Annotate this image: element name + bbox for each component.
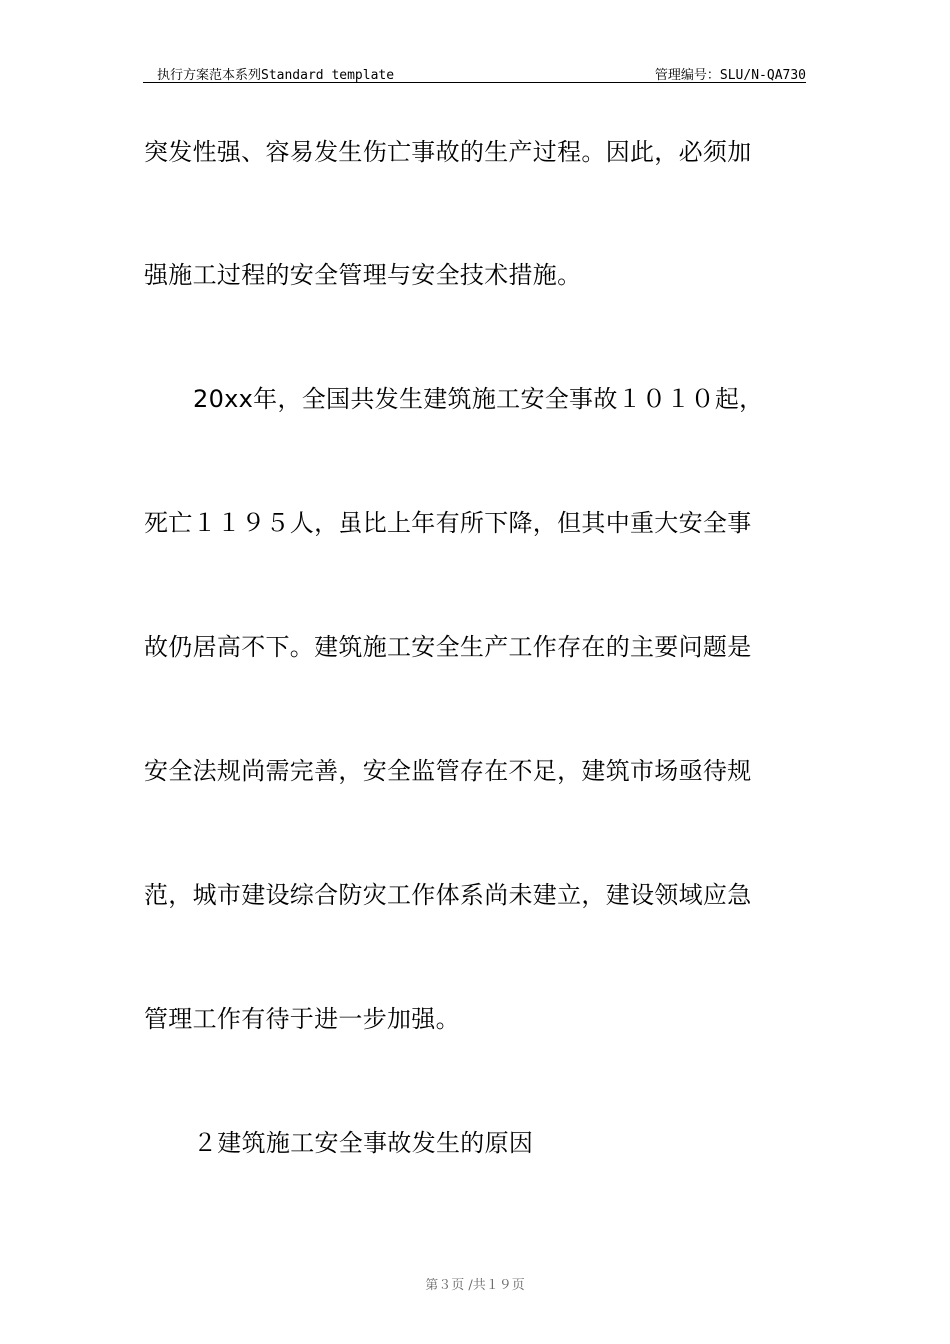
body-line: 故仍居高不下。建筑施工安全生产工作存在的主要问题是 <box>144 633 752 661</box>
body-line: 死亡１１９５人，虽比上年有所下降，但其中重大安全事 <box>144 509 752 537</box>
header-management-number: 管理编号：SLU/N-QA730 <box>654 68 806 83</box>
header-document-series: 执行方案范本系列Standard template <box>157 68 395 83</box>
page-number: 第３页 /共１９页 <box>425 1278 525 1293</box>
body-line: 范，城市建设综合防灾工作体系尚未建立，建设领域应急 <box>144 881 752 909</box>
body-line: 强施工过程的安全管理与安全技术措施。 <box>144 261 582 289</box>
body-line: 突发性强、容易发生伤亡事故的生产过程。因此，必须加 <box>144 138 752 166</box>
body-line: 安全法规尚需完善，安全监管存在不足，建筑市场亟待规 <box>144 757 752 785</box>
section-heading: ２建筑施工安全事故发生的原因 <box>193 1129 534 1157</box>
body-paragraph-start: 20xx年，全国共发生建筑施工安全事故１０１０起， <box>193 385 764 413</box>
page-header <box>143 60 806 83</box>
body-line: 管理工作有待于进一步加强。 <box>144 1005 460 1033</box>
